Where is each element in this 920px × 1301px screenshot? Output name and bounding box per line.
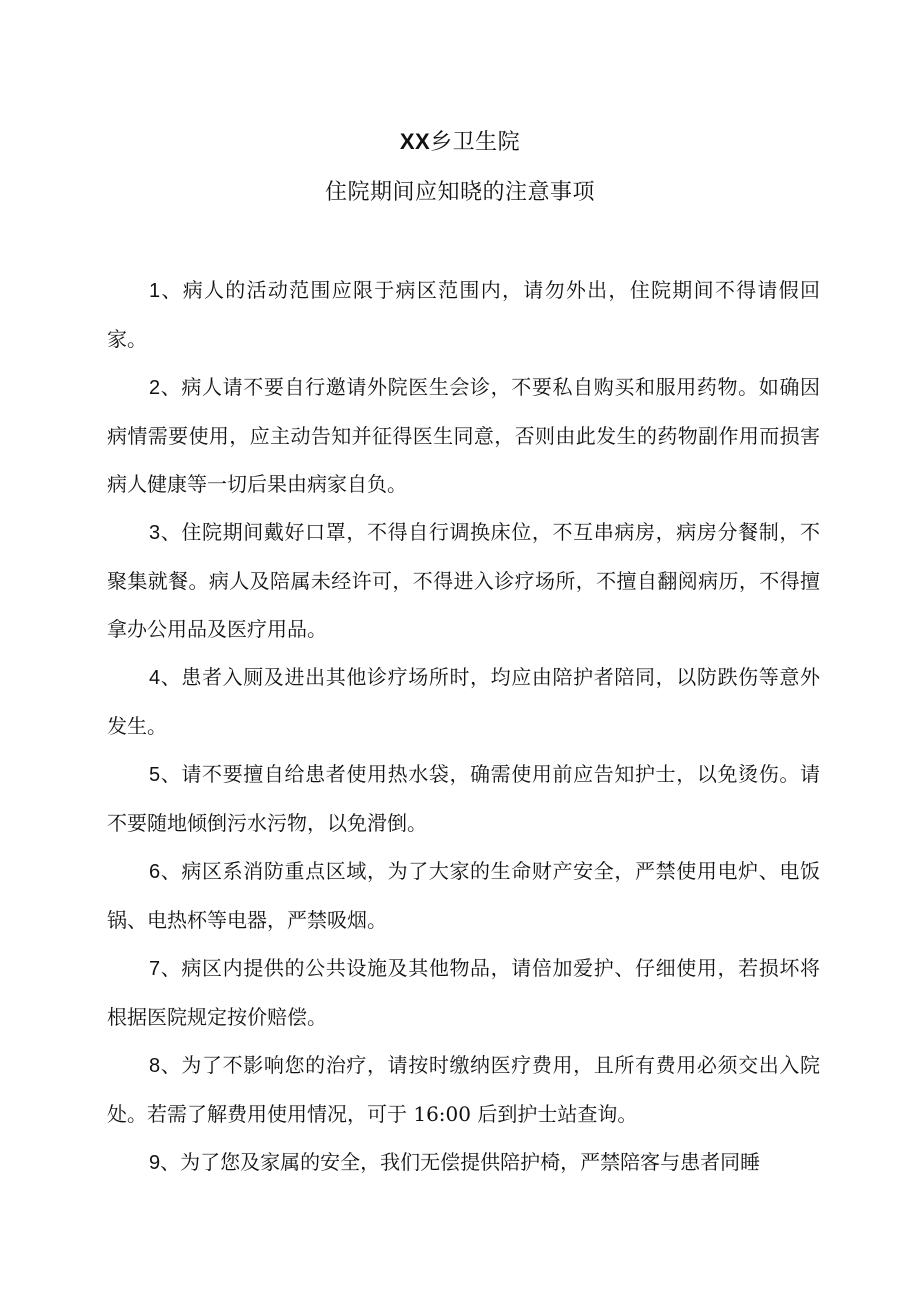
paragraph-text: 、病人的活动范围应限于病区范围内，请勿外出，住院期间不得请假回家。 — [107, 278, 820, 351]
paragraph-text: 、住院期间戴好口罩，不得自行调换床位，不互串病房，病房分餐制，不聚集就餐。病人及陪属未经许可，不得进入诊疗场所，不擅自翻阅病历，不得擅拿办公用品及医疗用品。 — [107, 520, 820, 641]
paragraph-number: 5 — [149, 764, 161, 786]
paragraph-9 — [107, 1138, 820, 1187]
paragraph-2 — [107, 363, 820, 508]
paragraph-4 — [107, 653, 820, 750]
paragraph-number: 7 — [149, 958, 161, 980]
paragraph-text: 、为了您及家属的安全，我们无偿提供陪护椅，严禁陪客与患者同睡 — [160, 1150, 761, 1174]
paragraph-number: 3 — [149, 522, 161, 544]
paragraph-3 — [107, 508, 820, 653]
title-rest: 乡卫生院 — [430, 130, 521, 155]
paragraph-number: 2 — [149, 377, 161, 399]
document-title — [0, 125, 920, 160]
paragraph-6 — [107, 847, 820, 944]
paragraph-text: 、为了不影响您的治疗，请按时缴纳医疗费用，且所有费用必须交出入院处。若需了解费用使用情况，可于 16:00 后到护士站查询。 — [107, 1053, 820, 1126]
paragraph-number: 9 — [149, 1152, 161, 1174]
paragraph-text: 、病区系消防重点区域，为了大家的生命财产安全，严禁使用电炉、电饭锅、电热杯等电器，严禁吸烟。 — [107, 859, 820, 932]
paragraph-5 — [107, 750, 820, 847]
paragraph-text: 、患者入厕及进出其他诊疗场所时，均应由陪护者陪同，以防跌伤等意外发生。 — [107, 665, 820, 738]
paragraph-text: 、病区内提供的公共设施及其他物品，请倍加爱护、仔细使用，若损坏将根据医院规定按价赔偿。 — [107, 956, 820, 1029]
paragraph-1 — [107, 266, 820, 363]
paragraph-text: 、病人请不要自行邀请外院医生会诊，不要私自购买和服用药物。如确因病情需要使用，应主动告知并征得医生同意，否则由此发生的药物副作用而损害病人健康等一切后果由病家自负。 — [107, 375, 820, 496]
paragraph-7 — [107, 944, 820, 1041]
title-block — [0, 125, 920, 210]
paragraph-number: 1 — [149, 280, 161, 302]
paragraph-number: 6 — [149, 861, 161, 883]
title-prefix: XX — [399, 129, 431, 154]
paragraph-number: 8 — [149, 1055, 161, 1077]
body-text — [107, 266, 820, 1187]
paragraph-text: 、请不要擅自给患者使用热水袋，确需使用前应告知护士，以免烫伤。请不要随地倾倒污水污物，以免滑倒。 — [107, 762, 820, 835]
paragraph-8 — [107, 1041, 820, 1138]
document-subtitle: 住院期间应知晓的注意事项 — [324, 180, 595, 205]
paragraph-number: 4 — [149, 667, 161, 689]
